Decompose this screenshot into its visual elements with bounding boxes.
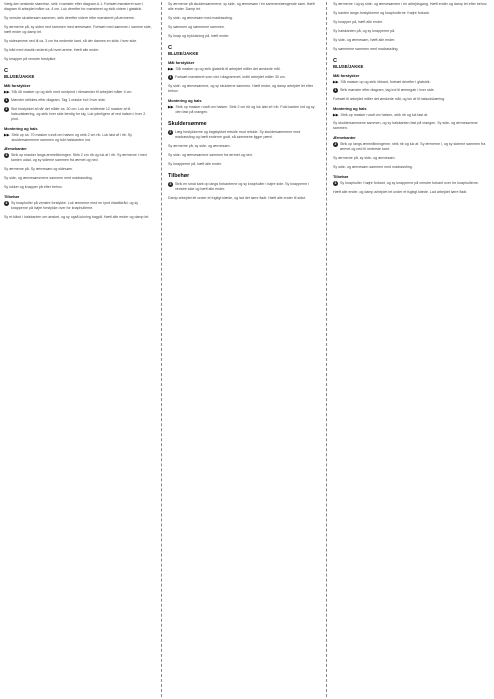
section-title: BLUSE/JAKKE [4, 74, 35, 79]
column-divider [326, 2, 327, 697]
section-title: BLUSE/JAKKE [168, 51, 199, 56]
double-arrow-icon: ▶▶ [4, 90, 10, 94]
step-text: Mønster strikkes efter diagram. Tag 1 maske ind i hver side. [11, 98, 107, 102]
step-number-badge: 3 [5, 153, 8, 157]
subheading: Mål forstykker [333, 73, 360, 78]
bullet-text: Strik op ca. 70 masker rundt om halsen og strik 2 cm rib. Luk løst af i rib. Sy skuldersømmene sammen og fold halskanten ind. [11, 133, 132, 142]
bullet-text: Strik op masker rundt om halsen, strik rib og luk løst af. [340, 113, 429, 117]
paragraph: Sy tråd med elastik nederst på hvert ærme. Hæft alle ender. [4, 48, 100, 52]
paragraph: Sy side- og ærmesømmene sammen med madrassting. [4, 176, 93, 180]
paragraph: Sy ærmerne på, sy side- og ærmesøm. [333, 156, 396, 160]
paragraph: Fortsæt til arbejdet måler det ønskede mål, og luk af til halsudskæring. [333, 97, 446, 101]
subheading: Mål forstykker [168, 60, 195, 65]
step-number-badge: 1 [169, 75, 172, 79]
paragraph: Vælg den ønskede størrelse, strik i mønster efter diagram A.1. Fortsæt mønsteret som i diagram til arbejdet måler ca. 4 cm. Luk derefter for mønsteret og strik videre i glatstrik. [4, 2, 144, 11]
double-arrow-icon: ▶▶ [333, 80, 339, 84]
step-number-badge: 3 [169, 182, 172, 186]
paragraph: Sy ærmerne i og sy side- og ærmesømme i én arbejdsgang. Hæft ender og damp let efter behov. [333, 2, 488, 6]
paragraph: Sy ærmerne på. Sy ærmesøm og sidesøm. [4, 167, 73, 171]
paragraph: Damp arbejdet let under et fugtigt klæde, og lad det tørre fladt. Hæft alle ender til sidst. [168, 196, 306, 200]
step-text: Strik op langs ærmeåbningerne, strik rib og luk af. Sy ærmerne i, og sy siderne sammen fra ærmet og ned til nederste kant. [340, 142, 486, 151]
subheading: Montering og hals [333, 106, 367, 111]
subheading: Ærmekanter [333, 135, 356, 140]
step-number-badge: 2 [5, 107, 8, 111]
instruction-step [4, 153, 154, 163]
double-arrow-icon: ▶▶ [168, 105, 174, 109]
arrow-bullet [4, 90, 154, 95]
step-text: Sy knaphuller i højre forkant, og sy knapperne på venstre forkant over for knaphullerne. [340, 181, 479, 185]
arrow-bullet [333, 113, 488, 118]
step-number-badge: 3 [334, 181, 337, 185]
step-number-badge: 1 [5, 98, 8, 102]
column-3 [333, 2, 488, 199]
paragraph: Sy side- og ærmesømme sammen fra ærmet og ned. [168, 153, 253, 157]
instruction-step [333, 88, 488, 93]
step-text: Strik op masker langs ærmeåbningen. Strik 2 cm rib og luk af i rib. Sy ærmerne i med kanten udad, og sy siderne sammen fra ærmet og ned. [11, 153, 147, 162]
double-arrow-icon: ▶▶ [168, 67, 174, 71]
instruction-step [333, 181, 488, 186]
paragraph: Sy knapperne på, hæft alle ender. [168, 162, 222, 166]
paragraph: Sy venstre skuldersøm sammen, strik derefter videre efter mønsteret på ærmerne. [4, 16, 136, 20]
paragraph: Sy side- og ærmesømme, og sy skulderne sammen. Hæft ender, og damp arbejdet let efter behov. [168, 84, 314, 93]
paragraph: Sy side- og ærmesøm med madrassting. [168, 16, 233, 20]
step-number-badge: 4 [5, 201, 8, 205]
bullet-text: Slå 48 masker op og strik med rundpind i ribmønster til arbejdet måler 4 cm. [11, 90, 133, 94]
section-heading: Skuldersømme [168, 121, 207, 127]
bullet-text: Slå masker op og strik glatstrik til arbejdet måler det ønskede mål. [175, 67, 281, 71]
paragraph: Sy side- og ærmesøm sammen med madrassting. [333, 165, 413, 169]
arrow-bullet [4, 133, 154, 143]
subheading: Montering og hals [4, 126, 38, 131]
paragraph: Sy et bånd i halskanten om ønsket, og sy også lukning bagpå. Hæft alle ender og damp let. [4, 215, 150, 219]
paragraph: Sy sømmene sammen med madrassting. [333, 47, 399, 51]
step-number-badge: 2 [334, 142, 337, 146]
section-heading: Tilbehør [168, 173, 190, 179]
double-arrow-icon: ▶▶ [4, 133, 10, 137]
paragraph: Sy knapper på, hæft alle ender. [333, 20, 383, 24]
paragraph: Hæft alle ender, og damp arbejdet let under et fugtigt klæde. Lad arbejdet tørre fladt. [333, 190, 468, 194]
column-divider [161, 2, 162, 697]
step-text: Fortsæt mønsteret som vist i diagrammet, indtil arbejdet måler 30 cm. [175, 75, 286, 79]
section-letter: C [4, 68, 9, 74]
instruction-step [168, 182, 318, 192]
subheading: Ærmekanter [4, 146, 27, 151]
bullet-text: Slå masker op og strik ribkant, fortsæt derefter i glatstrik. [340, 80, 431, 84]
subheading: Tilbehør [4, 194, 20, 199]
subheading: Mål forstykker [4, 83, 31, 88]
arrow-bullet [168, 67, 318, 72]
section-title: BLUSE/JAKKE [333, 64, 364, 69]
step-text: Strik en smal kant op langs forkanterne og sy knaphuller i højre side. Sy knapperne i venstre side og hæft alle ender. [175, 182, 310, 191]
instruction-step [4, 98, 154, 103]
arrow-bullet [333, 80, 488, 85]
paragraph: Sy skuldersømmene sammen, og sy halskanten fast på vrangen. Sy side- og ærmesømme sammen. [333, 121, 478, 130]
paragraph: Sy knap og tryklukning på, hæft ender. [168, 34, 230, 38]
instruction-step [168, 75, 318, 80]
step-number-badge: 2 [169, 130, 172, 134]
step-text: Strik mønster efter diagram, tag ind til ærmegab i hver side. [340, 88, 435, 92]
subheading: Tilbehør [333, 174, 349, 179]
section-letter: C [333, 58, 338, 64]
instruction-step [4, 107, 154, 122]
paragraph: Sy sømmen og sømmene sammen. [168, 25, 225, 29]
instruction-step [168, 130, 318, 140]
step-text: Sy knaphuller på venstre forstykke. Luk ærmerne med en tynd elastiktråd, og sy knapperne på højre forstykke over for knaphullerne. [11, 201, 139, 210]
paragraph: Sy ærmerne på, sy side- og ærmesøm. [168, 144, 231, 148]
step-text: Læg forstykkerne og bagstykket retside mod retside. Sy skuldersømmene med madrassting og hæft enderne godt, så sømmene ligger pænt. [175, 130, 301, 139]
step-text: Slut forstykket af når det måler ca. 30 cm. Luk de midterste 12 masker af til halsudskæring, og strik hver side færdig for sig. Luk yderligere af ved halsen i hver 2. pind. [11, 107, 147, 121]
paragraph: Sy sidesømme ned til ca. 3 cm fra nederste kant, så der dannes en slids i hver side. [4, 39, 138, 43]
paragraph: Sy lukker og knapper på efter behov. [4, 185, 63, 189]
bullet-text: Strik op masker rundt om halsen. Strik 2 cm rib og luk løst af i rib. Fold kanten ind og sy den fast på vrangen. [175, 105, 315, 114]
paragraph: Sy halskanten på, og sy knapperne på. [333, 29, 396, 33]
column-2 [168, 2, 318, 205]
paragraph: Sy knapper på venstre forstykke. [4, 57, 57, 61]
paragraph: Sy side- og ærmesøm, hæft alle ender. [333, 38, 396, 42]
step-number-badge: 1 [334, 88, 337, 92]
subheading: Montering og hals [168, 98, 202, 103]
arrow-bullet [168, 105, 318, 115]
paragraph: Sy kanten langs forstykkerne og knaphullerne i højre forkant. [333, 11, 430, 15]
section-letter: C [168, 45, 173, 51]
double-arrow-icon: ▶▶ [333, 113, 339, 117]
paragraph: Sy ærmerne på, sy siden ned sammen med ærmesøm. Fortsæt med sømmen i samme side, hæft ender og damp let. [4, 25, 152, 34]
column-1 [4, 2, 154, 224]
instruction-step [333, 142, 488, 152]
paragraph: Sy ærmerne på skuldersømmene, sy side- og ærmesøm i én sammenhængende søm. Hæft alle ender. Damp let. [168, 2, 315, 11]
instruction-step [4, 201, 154, 211]
